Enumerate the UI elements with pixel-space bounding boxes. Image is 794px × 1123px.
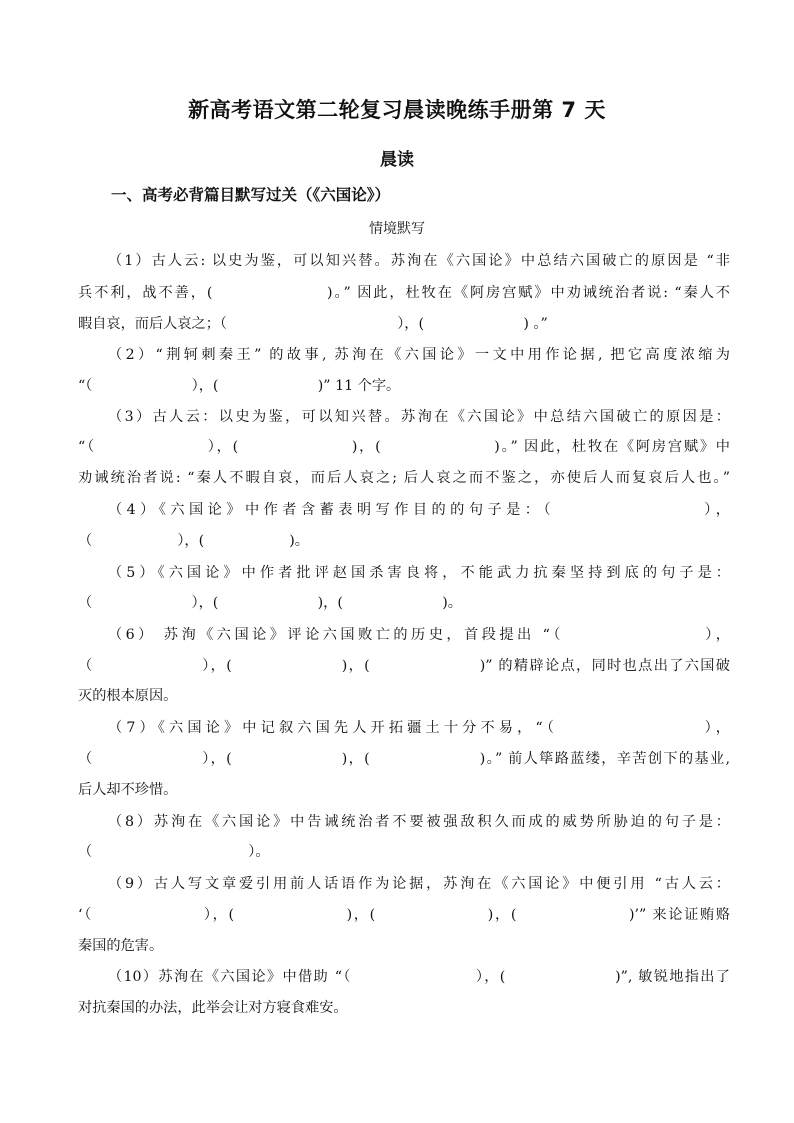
question-7-line-2: （ ），( )，( )。” 前人筚路蓝缕，辛苦创下的基业, [78,751,730,767]
page-title: 新高考语文第二轮复习晨读晚练手册第 7 天 [188,98,606,122]
question-3-line-3: 劝诫统治者说: “秦人不暇自哀，而后人哀之; 后人哀之而不鉴之，亦使后人而复哀后人也。” [78,470,730,486]
question-2-line-1: （2）“荆轲刺秦王” 的故事, 苏洵在《六国论》一文中用作论据, 把它高度浓缩为 [108,347,730,363]
question-3-line-2: “（ ），( )，( )。” 因此，杜牧在《阿房宫赋》中 [78,439,730,455]
section-label: 情境默写 [369,221,425,237]
question-6-line-2: （ ），( )，( )” 的精辟论点，同时也点出了六国破 [78,658,730,674]
question-5-line-2: （ ），( )，( )。 [78,595,462,611]
question-2-line-2: “（ ），( )” 11 个字。 [78,378,401,394]
question-10-line-1: （10）苏洵在《六国论》中借助 “（ ），( )”, 敏锐地指出了 [108,969,730,985]
question-9-line-1: （9）古人写文章爱引用前人话语作为论据，苏洵在《六国论》中便引用 “古人云： [108,876,730,892]
question-4-line-2: （ ），( )。 [78,533,309,549]
question-1-line-3: 暇自哀，而后人哀之；（ ），( ) 。” [78,316,548,332]
question-7-line-3: 后人却不珍惜。 [78,782,178,798]
question-6-line-3: 灭的根本原因。 [78,688,178,704]
question-6-line-1: （6） 苏洵《六国论》评论六国败亡的历史，首段提出 “（ ）， [108,627,730,643]
question-7-line-1: （7）《六国论》中记叙六国先人开拓疆土十分不易，“（ ）， [108,720,730,736]
question-9-line-3: 秦国的危害。 [78,938,164,954]
question-4-line-1: （4）《六国论》中作者含蓄表明写作目的的句子是：（ ）， [108,502,730,518]
question-8-line-1: （8）苏洵在《六国论》中告诫统治者不要被强敌积久而成的威势所胁迫的句子是： [108,814,730,830]
question-5-line-1: （5）《六国论》中作者批评赵国杀害良将，不能武力抗秦坚持到底的句子是： [108,565,730,581]
question-1-line-1: （1）古人云: 以史为鉴，可以知兴替。苏洵在《六国论》中总结六国破亡的原因是 “非 [108,253,730,269]
question-10-line-2: 对抗秦国的办法，此举会让对方寝食难安。 [78,1000,348,1016]
question-3-line-1: （3）古人云：以史为鉴，可以知兴替。苏洵在《六国论》中总结六国破亡的原因是： [108,409,730,425]
section-heading: 一、高考必背篇目默写过关（《六国论》） [111,186,391,204]
question-8-line-2: （ ）。 [78,844,270,860]
question-1-line-2: 兵不利，战不善，( )。” 因此，杜牧在《阿房宫赋》中劝诫统治者说: “秦人不 [78,285,730,301]
question-9-line-2: ‘（ ），( )，( )，( )’” 来论证贿赂 [78,907,730,923]
page-subtitle: 晨读 [380,150,414,170]
